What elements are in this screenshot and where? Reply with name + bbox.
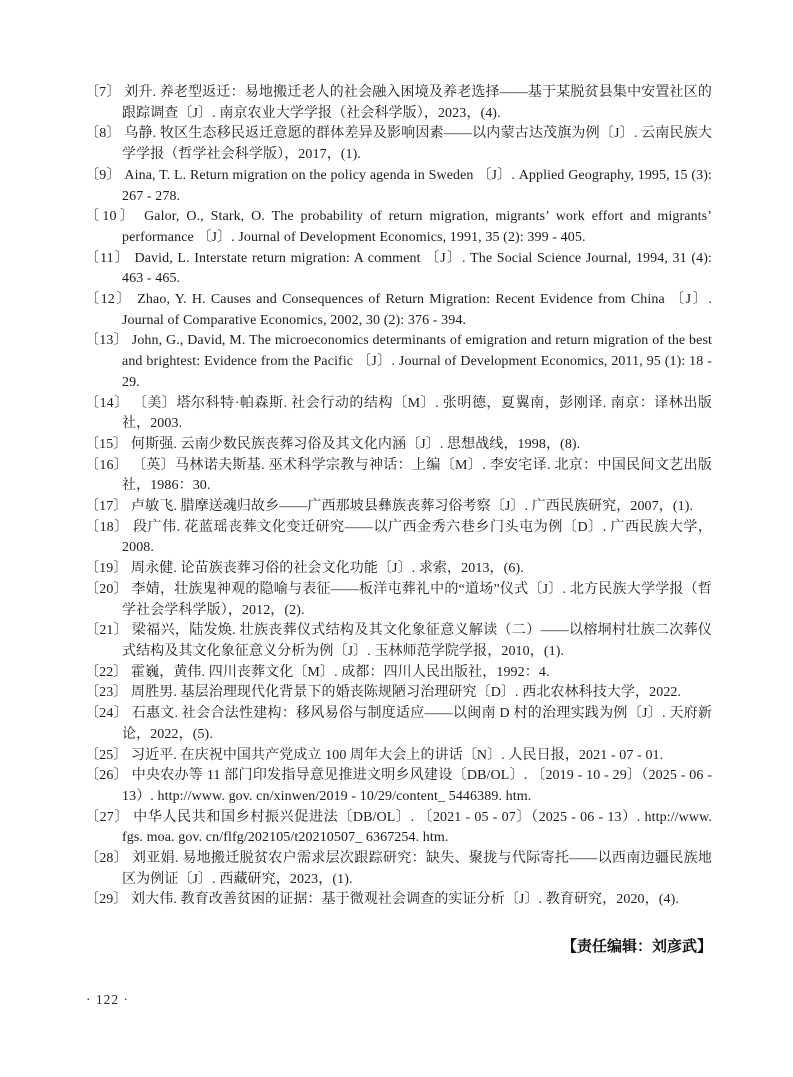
reference-item [85,394,712,435]
reference-text: 中央农办等 11 部门印发指导意见推进文明乡风建设〔DB/OL〕. 〔2019 - 10 - 29〕（2025 - 06 - 13）. http://www. gov. cn/xinwen/2019 - 10/29/content_ 5446389. htm. [122,768,713,804]
reference-label: 〔11〕 [85,250,130,266]
reference-text: 〔英〕马林诺夫斯基. 巫术科学宗教与神话：上编〔M〕. 李安宅译. 北京：中国民间文艺出版社，1986：30. [122,457,712,494]
reference-label: 〔8〕 [85,126,121,142]
reference-item [85,435,712,456]
reference-label: 〔14〕 [85,395,129,411]
reference-text: 中华人民共和国乡村振兴促进法〔DB/OL〕. 〔2021 - 05 - 07〕（2025 - 06 - 13）. http://www. fgs. moa. gov. cn/flfg/202105/t20210507_ 6367254. htm. [122,809,712,846]
reference-item [85,746,712,767]
reference-label: 〔16〕 [85,457,129,473]
reference-item [85,683,712,704]
reference-item [85,580,712,621]
reference-list [85,83,712,911]
reference-item [85,518,712,559]
reference-text: 石惠文. 社会合法性建构：移风易俗与制度适应——以闽南 D 村的治理实践为例〔J〕. 天府新论，2022，(5). [122,706,712,742]
reference-item [85,331,712,393]
reference-text: 周胜男. 基层治理现代化背景下的婚丧陈规陋习治理研究〔D〕. 西北农林科技大学，2022. [131,685,682,701]
reference-text: 〔美〕塔尔科特·帕森斯. 社会行动的结构〔M〕. 张明德，夏翼南，彭刚译. 南京：译林出版社，2003. [122,395,712,432]
reference-label: 〔29〕 [85,892,128,908]
reference-item [85,704,712,745]
reference-item [85,559,712,580]
reference-item [85,166,712,207]
reference-text: 刘亚娟. 易地搬迁脱贫农户需求层次跟踪研究：缺失、聚拢与代际寄托——以西南边疆民族地区为例证〔J〕. 西藏研究，2023，(1). [122,851,712,887]
reference-item [85,207,712,248]
reference-label: 〔22〕 [85,664,128,680]
reference-label: 〔17〕 [85,499,128,515]
reference-item [85,890,712,911]
reference-label: 〔23〕 [85,685,128,701]
reference-label: 〔13〕 [85,333,128,349]
reference-text: 乌静. 牧区生态移民返迁意愿的群体差异及影响因素——以内蒙古达茂旗为例〔J〕. 云南民族大学学报（哲学社会科学版），2017，(1). [122,126,712,163]
reference-label: 〔20〕 [85,581,128,597]
reference-item [85,808,712,849]
reference-text: 习近平. 在庆祝中国共产党成立 100 周年大会上的讲话〔N〕. 人民日报，2021 - 07 - 01. [131,747,664,763]
reference-label: 〔21〕 [85,623,129,639]
reference-item [85,83,712,124]
reference-text: John, G., David, M. The microeconomics determinants of emigration and return migration of the best and brightest: Evidence from the Pacific 〔J〕. Journal of Development Economics, 2011, 95 (1): 18 - 29. [122,333,712,390]
reference-label: 〔15〕 [85,436,128,452]
reference-text: 卢敏飞. 腊摩送魂归故乡——广西那坡县彝族丧葬习俗考察〔J〕. 广西民族研究，2007，(1). [131,499,694,515]
reference-label: 〔10〕 [85,209,138,225]
reference-label: 〔26〕 [85,768,128,784]
reference-label: 〔27〕 [85,809,130,825]
reference-label: 〔25〕 [85,747,128,763]
reference-text: David, L. Interstate return migration: A comment 〔J〕. The Social Science Journal, 1994, 31 (4): 463 - 465. [122,250,712,287]
responsible-editor-note: 【责任编辑：刘彦武】 [561,938,712,956]
reference-label: 〔19〕 [85,561,128,577]
reference-item [85,497,712,518]
reference-text: 霍巍，黄伟. 四川丧葬文化〔M〕. 成都：四川人民出版社，1992：4. [131,664,550,680]
reference-text: 段广伟. 花蓝瑶丧葬文化变迁研究——以广西金秀六巷乡门头屯为例〔D〕. 广西民族大学，2008. [122,519,712,556]
reference-label: 〔24〕 [85,706,128,722]
reference-label: 〔7〕 [85,85,121,100]
reference-text: 何斯强. 云南少数民族丧葬习俗及其文化内涵〔J〕. 思想战线，1998，(8). [131,436,581,452]
reference-item [85,849,712,890]
reference-label: 〔9〕 [85,167,121,183]
reference-text: 周永健. 论苗族丧葬习俗的社会文化功能〔J〕. 求索，2013，(6). [131,561,524,577]
reference-item [85,621,712,662]
page-content [85,83,712,956]
reference-item [85,663,712,684]
reference-item [85,124,712,165]
reference-text: 刘升. 养老型返迁：易地搬迁老人的社会融入困境及养老选择——基于某脱贫县集中安置社区的跟踪调查〔J〕. 南京农业大学学报（社会科学版），2023，(4). [122,85,712,121]
reference-item [85,249,712,290]
reference-text: Zhao, Y. H. Causes and Consequences of Return Migration: Recent Evidence from China 〔J〕. Journal of Comparative Economics, 2002, 30 (2): 376 - 394. [122,292,712,328]
reference-item [85,290,712,331]
reference-text: 李婧，壮族鬼神观的隐喻与表征——板洋屯葬礼中的“道场”仪式〔J〕. 北方民族大学学报（哲学社会学科学版），2012，(2). [122,581,712,618]
page-number: · 122 · [86,992,129,1007]
reference-label: 〔18〕 [85,519,129,535]
reference-text: Aina, T. L. Return migration on the policy agenda in Sweden 〔J〕. Applied Geography, 1995, 15 (3): 267 - 278. [122,167,712,204]
reference-label: 〔12〕 [85,292,133,308]
reference-text: Galor, O., Stark, O. The probability of return migration, migrants’ work effort and migrants’ performance 〔J〕. Journal of Development Economics, 1991, 35 (2): 399 - 405. [122,209,712,245]
reference-item [85,766,712,807]
reference-text: 梁福兴，陆发焕. 壮族丧葬仪式结构及其文化象征意义解读（二）——以榕垌村壮族二次葬仪式结构及其文化象征意义分析为例〔J〕. 玉林师范学院学报，2010，(1). [122,623,712,659]
reference-text: 刘大伟. 教育改善贫困的证据：基于微观社会调查的实证分析〔J〕. 教育研究，2020，(4). [131,892,679,908]
reference-label: 〔28〕 [85,851,129,867]
reference-item [85,456,712,497]
